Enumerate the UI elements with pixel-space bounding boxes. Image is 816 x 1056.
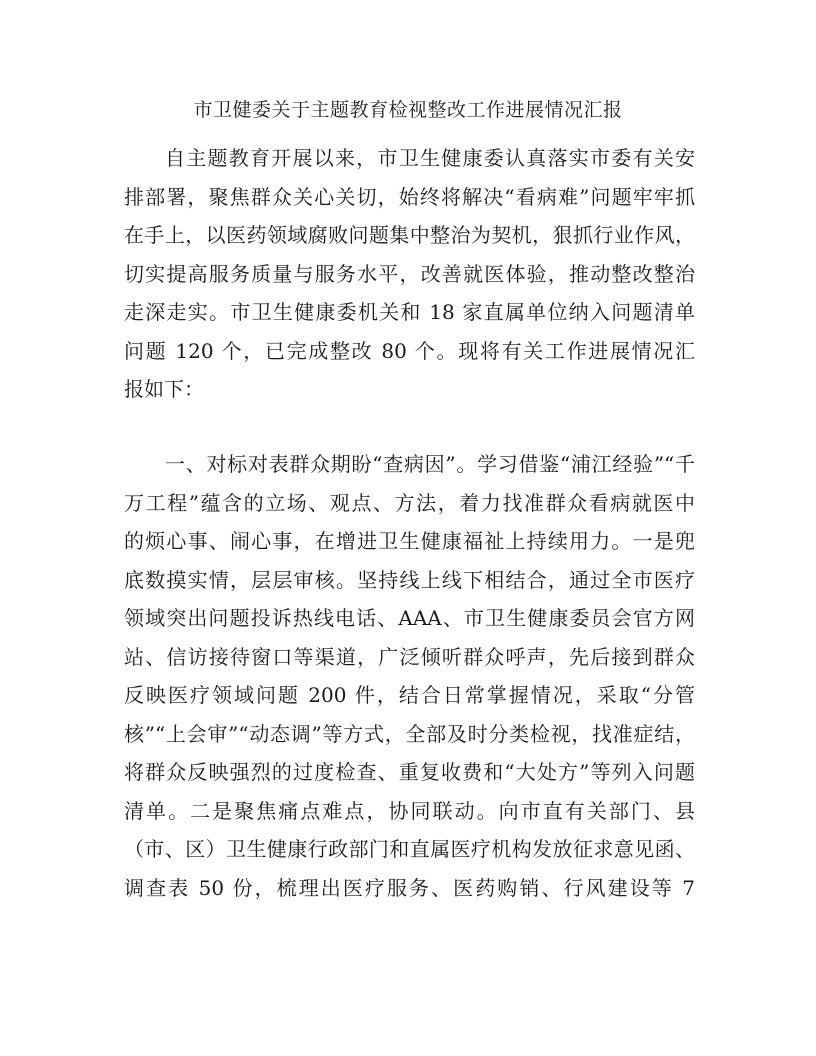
- text-line: 底数摸实情，层层审核。坚持线上线下相结合，通过全市医疗: [124, 567, 695, 592]
- text-line: 清单。二是聚焦痛点难点，协同联动。向市直有关部门、县: [124, 798, 695, 823]
- text-line: 切实提高服务质量与服务水平，改善就医体验，推动整改整治: [124, 261, 695, 286]
- text-line: 排部署，聚焦群众关心关切，始终将解决“看病难”问题牢牢抓: [124, 184, 695, 209]
- document-title: 市卫健委关于主题教育检视整改工作进展情况汇报: [193, 99, 623, 121]
- text-line: 一、对标对表群众期盼“查病因”。学习借鉴“浦江经验”“千: [165, 452, 695, 476]
- paragraph-section-one: [124, 445, 695, 907]
- text-line: 核”“上会审”“动态调”等方式，全部及时分类检视，找准症结，: [124, 721, 695, 746]
- text-line: 调查表 50 份，梳理出医疗服务、医药购销、行风建设等 7: [124, 875, 695, 900]
- text-line: 自主题教育开展以来，市卫生健康委认真落实市委有关安: [165, 146, 695, 170]
- text-line: 的烦心事、闹心事，在增进卫生健康福祉上持续用力。一是兜: [124, 529, 695, 553]
- text-line: （市、区）卫生健康行政部门和直属医疗机构发放征求意见函、: [124, 837, 695, 861]
- text-line: 领域突出问题投诉热线电话、AAA、市卫生健康委员会官方网: [124, 606, 695, 630]
- text-line: 问题 120 个，已完成整改 80 个。现将有关工作进展情况汇: [124, 338, 695, 363]
- text-line: 在手上，以医药领域腐败问题集中整治为契机，狠抓行业作风，: [124, 223, 695, 247]
- text-line: 报如下：: [124, 377, 204, 401]
- text-line: 走深走实。市卫生健康委机关和 18 家直属单位纳入问题清单: [124, 300, 695, 324]
- text-line: 反映医疗领域问题 200 件，结合日常掌握情况，采取“分管: [124, 683, 695, 707]
- text-line: 站、信访接待窗口等渠道，广泛倾听群众呼声，先后接到群众: [124, 644, 695, 669]
- text-line: 万工程”蕴含的立场、观点、方法，着力找准群众看病就医中: [124, 490, 695, 515]
- paragraph-intro: [124, 139, 695, 409]
- text-line: 将群众反映强烈的过度检查、重复收费和“大处方”等列入问题: [124, 760, 695, 784]
